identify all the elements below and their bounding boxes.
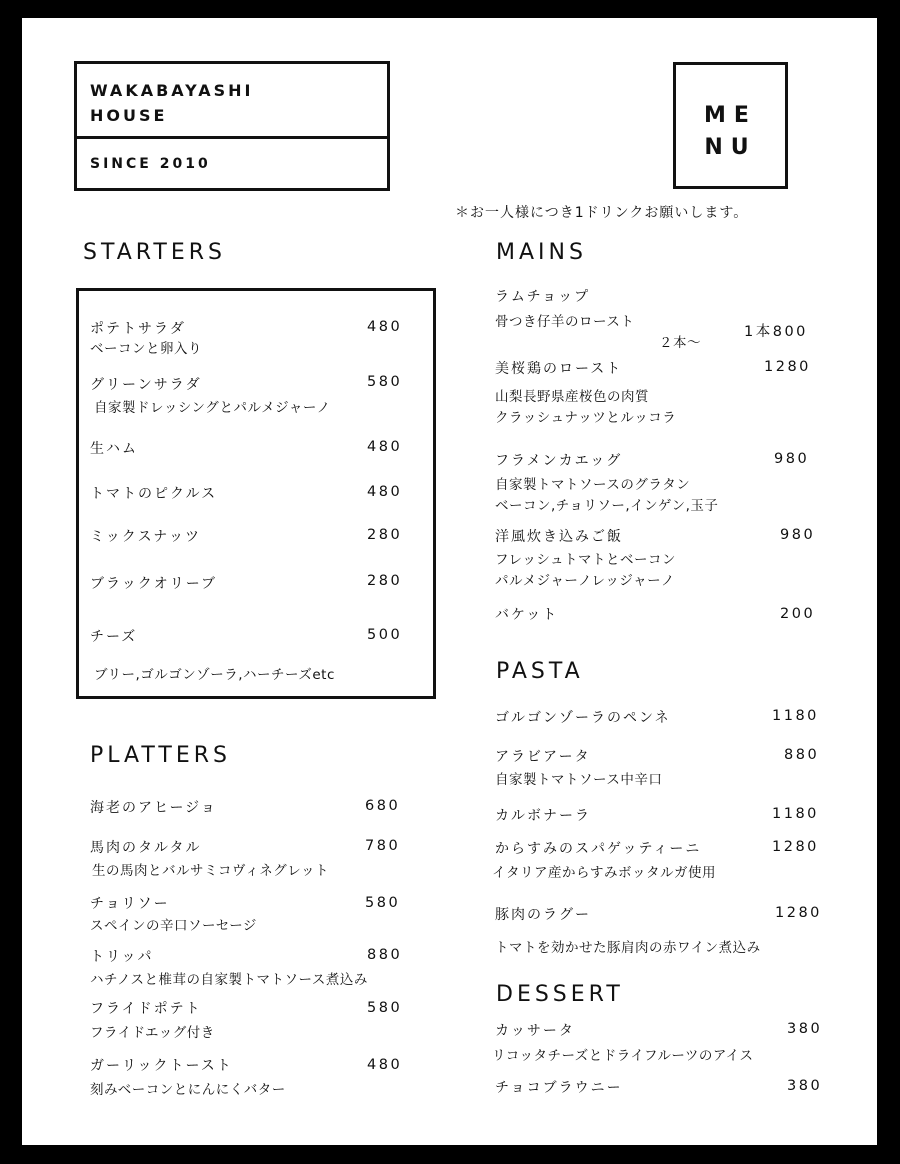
dessert-title: DESSERT	[496, 982, 624, 1007]
menu-title-line-2: NU	[704, 135, 757, 160]
menu-page	[22, 18, 877, 1145]
item-name: 生ハム	[90, 441, 138, 457]
platters-title: PLATTERS	[90, 743, 232, 768]
item-name: ゴルゴンゾーラのペンネ	[495, 710, 671, 726]
item-name: カルボナーラ	[495, 808, 591, 824]
item-name: チョリソー	[90, 896, 170, 912]
item-price: 480	[367, 319, 403, 335]
item-name: カッサータ	[495, 1023, 575, 1039]
item-desc: 生の馬肉とバルサミコヴィネグレット	[92, 863, 330, 879]
item-price: 480	[367, 484, 403, 500]
item-name: グリーンサラダ	[90, 377, 202, 393]
drink-notice: ＊お一人様につき1ドリンクお願いします。	[455, 205, 749, 221]
item-price: 480	[367, 1057, 403, 1073]
item-price: 1280	[775, 905, 822, 921]
item-name: チョコブラウニー	[495, 1080, 623, 1096]
item-desc: 自家製トマトソース中辛口	[495, 772, 663, 788]
item-name: 海老のアヒージョ	[90, 800, 217, 816]
item-name: フライドポテト	[90, 1001, 202, 1017]
brand-line-2: HOUSE	[90, 106, 168, 125]
item-price: 680	[365, 798, 401, 814]
mains-title: MAINS	[496, 240, 587, 265]
item-name: ラムチョップ	[495, 289, 591, 305]
item-name: ガーリックトースト	[90, 1058, 233, 1074]
item-name: ミックスナッツ	[90, 529, 202, 545]
item-desc: ベーコンと卵入り	[90, 341, 202, 357]
item-desc: スペインの辛口ソーセージ	[90, 918, 257, 934]
item-price: 200	[780, 606, 816, 622]
item-desc: 山梨長野県産桜色の肉質	[495, 389, 649, 405]
item-desc: フレッシュトマトとベーコン	[495, 552, 677, 568]
item-name: からすみのスパゲッティーニ	[495, 841, 702, 857]
item-desc: 自家製ドレッシングとパルメジャーノ	[94, 400, 331, 416]
item-name: トリッパ	[90, 949, 154, 965]
item-price: 580	[367, 1000, 403, 1016]
item-desc: 刻みベーコンとにんにくバター	[90, 1082, 286, 1098]
pasta-title: PASTA	[496, 659, 584, 684]
item-desc: 自家製トマトソースのグラタン	[495, 477, 691, 493]
brand-line-1: WAKABAYASHI	[90, 81, 254, 100]
item-price: 1280	[772, 839, 819, 855]
item-price: 480	[367, 439, 403, 455]
item-name: 洋風炊き込みご飯	[495, 529, 623, 545]
item-price: 1本800	[744, 324, 808, 340]
item-desc-2: ２本〜	[659, 335, 701, 351]
item-name: 豚肉のラグー	[495, 907, 591, 923]
item-price: 880	[367, 947, 403, 963]
item-name: バケット	[495, 607, 559, 623]
item-name: ポテトサラダ	[90, 321, 186, 337]
menu-title-box	[673, 62, 788, 189]
brand-name	[90, 78, 253, 128]
item-price: 580	[367, 374, 403, 390]
item-name: ブラックオリーブ	[90, 576, 218, 592]
item-name: フラメンカエッグ	[495, 453, 623, 469]
item-price: 1180	[772, 708, 819, 724]
item-price: 500	[367, 627, 403, 643]
item-desc-2: クラッシュナッツとルッコラ	[495, 410, 677, 426]
item-desc: フライドエッグ付き	[90, 1025, 215, 1041]
item-desc-2: ベーコン,チョリソー,インゲン,玉子	[495, 498, 719, 514]
item-desc: リコッタチーズとドライフルーツのアイス	[492, 1048, 754, 1064]
item-desc: ハチノスと椎茸の自家製トマトソース煮込み	[90, 972, 368, 988]
menu-title-line-1: ME	[704, 103, 757, 128]
brand-box	[74, 61, 390, 191]
item-desc: イタリア産からすみボッタルガ使用	[492, 865, 716, 881]
item-price: 980	[774, 451, 810, 467]
item-desc: ブリー,ゴルゴンゾーラ,ハーチーズetc	[94, 667, 335, 683]
item-price: 580	[365, 895, 401, 911]
item-name: チーズ	[90, 629, 138, 645]
item-desc: 骨つき仔羊のロースト	[495, 314, 635, 330]
since-label: SINCE 2010	[90, 156, 211, 172]
brand-divider	[77, 136, 387, 139]
menu-title	[676, 100, 785, 164]
item-desc-2: パルメジャーノレッジャーノ	[495, 573, 675, 589]
item-price: 280	[367, 573, 403, 589]
item-name: 美桜鶏のロースト	[495, 361, 623, 377]
item-price: 980	[780, 527, 816, 543]
item-price: 280	[367, 527, 403, 543]
item-price: 380	[787, 1078, 823, 1094]
starters-title: STARTERS	[83, 240, 227, 265]
item-price: 880	[784, 747, 820, 763]
item-name: 馬肉のタルタル	[90, 840, 202, 856]
item-name: トマトのピクルス	[90, 486, 218, 502]
item-price: 380	[787, 1021, 823, 1037]
item-price: 1280	[764, 359, 811, 375]
item-price: 1180	[772, 806, 819, 822]
item-name: アラビアータ	[495, 749, 591, 765]
item-price: 780	[365, 838, 401, 854]
item-desc: トマトを効かせた豚肩肉の赤ワイン煮込み	[495, 940, 761, 956]
